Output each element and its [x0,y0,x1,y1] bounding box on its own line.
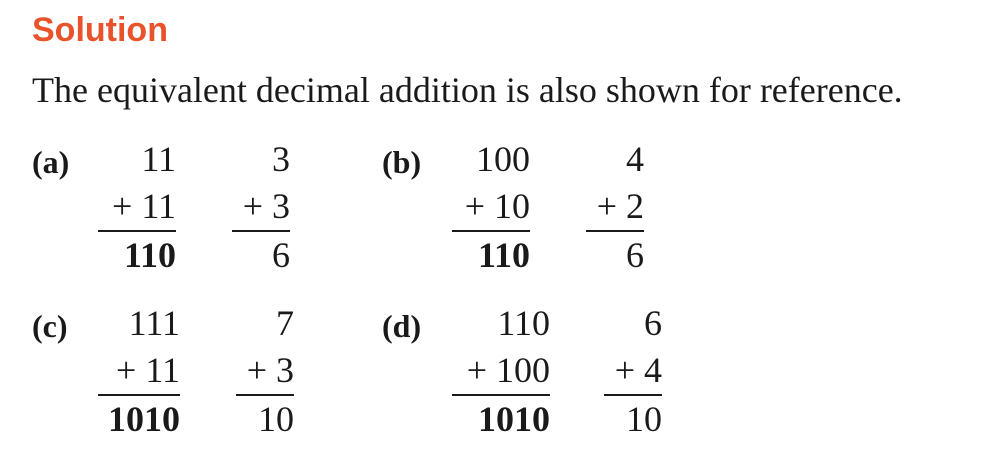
decimal-addend-1: 7 [276,303,294,343]
decimal-result: 6 [586,230,644,279]
binary-addend-1: 111 [128,303,180,343]
decimal-addend-2: + 3 [246,350,294,390]
decimal-addend-2: + 2 [596,186,644,226]
binary-sum-d [452,300,550,443]
binary-addend-2: + 100 [466,350,550,390]
decimal-addend-1: 3 [272,139,290,179]
decimal-sum-d [604,300,662,443]
binary-addend-1: 100 [476,139,530,179]
problem-label-c: (c) [32,308,68,344]
binary-result: 110 [452,230,530,279]
intro-text: The equivalent decimal addition is also shown for reference. [32,70,903,110]
problem-label-d: (d) [382,308,422,344]
decimal-result: 6 [232,230,290,279]
binary-sum-a [98,136,176,279]
decimal-result: 10 [604,394,662,443]
problem-label-a: (a) [32,144,70,180]
decimal-result: 10 [236,394,294,443]
binary-addend-2: + 10 [464,186,530,226]
binary-result: 1010 [452,394,550,443]
decimal-addend-2: + 3 [242,186,290,226]
binary-sum-b [452,136,530,279]
binary-result: 1010 [98,394,180,443]
problem-label-b: (b) [382,144,422,180]
binary-sum-c [98,300,180,443]
decimal-sum-b [586,136,644,279]
binary-addend-1: 11 [141,139,176,179]
decimal-addend-2: + 4 [614,350,662,390]
binary-addend-2: + 11 [116,350,180,390]
decimal-addend-1: 4 [626,139,644,179]
binary-addend-2: + 11 [112,186,176,226]
decimal-sum-c [236,300,294,443]
binary-addend-1: 110 [497,303,550,343]
binary-result: 110 [98,230,176,279]
decimal-addend-1: 6 [644,303,662,343]
solution-heading: Solution [32,11,168,49]
decimal-sum-a [232,136,290,279]
